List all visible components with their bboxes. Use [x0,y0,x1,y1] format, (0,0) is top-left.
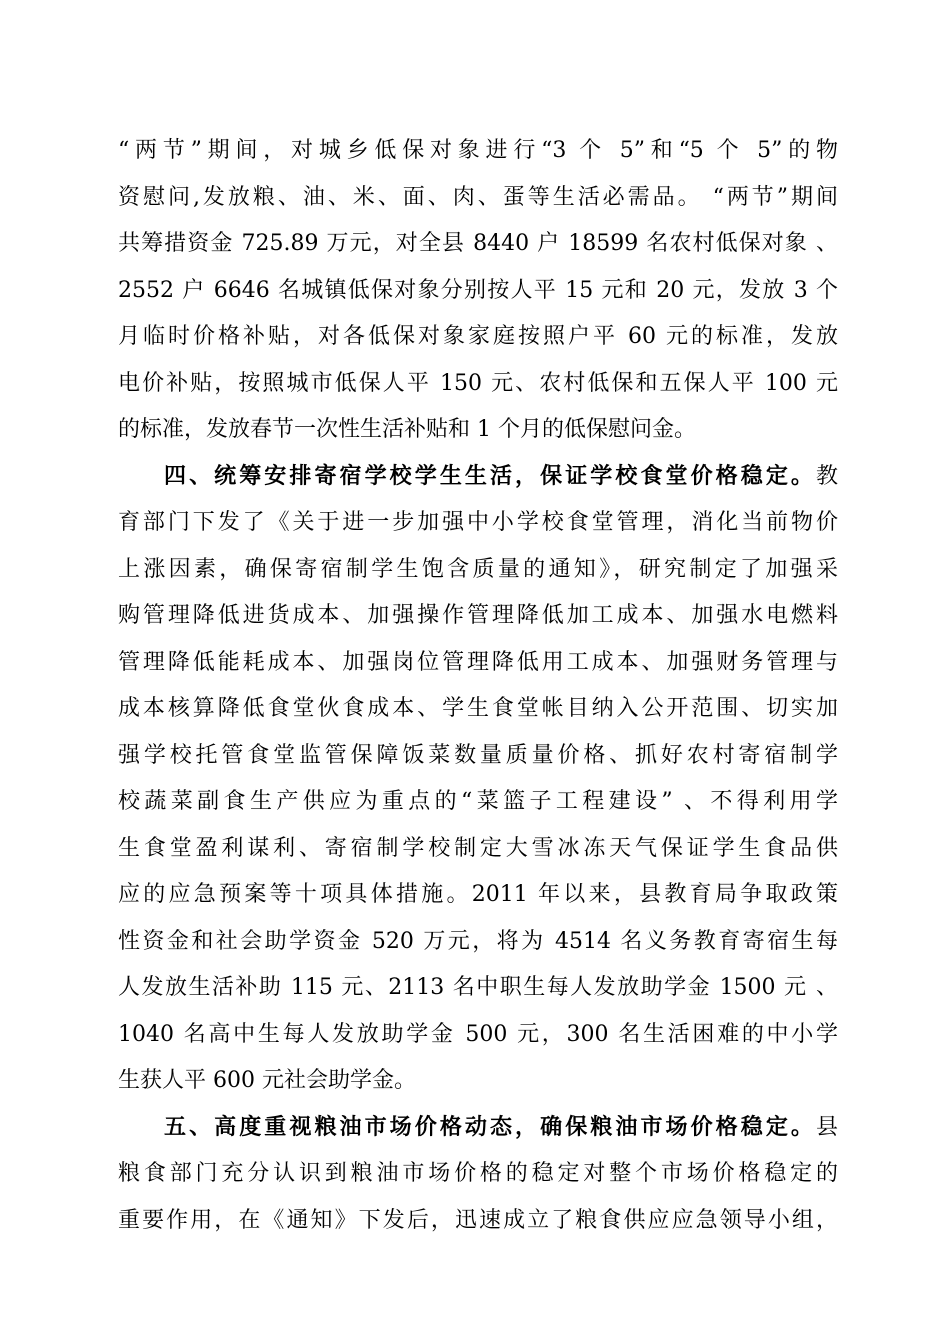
section-heading: 五、高度重视粮油市场价格动态，确保粮油市场价格稳定。 [164,1114,816,1140]
text-line: 应的应急预案等十项具体措施。2011 年以来，县教育局争取政策 [118,882,838,907]
text-line: 人发放生活补助 115 元、2113 名中职生每人发放助学金 1500 元 、 [118,975,838,1000]
text-line: 月临时价格补贴，对各低保对象家庭按照户平 60 元的标准，发放 [118,324,838,349]
text-line: 管理降低能耗成本、加强岗位管理降低用工成本、加强财务管理与 [118,649,838,675]
text-line: 重要作用，在《通知》下发后，迅速成立了粮食供应应急领导小组， [118,1207,838,1233]
text-line: “两节”期间，对城乡低保对象进行“3 个 5”和“5 个 5”的物 [118,138,838,163]
text-line: 强学校托管食堂监管保障饭菜数量质量价格、抓好农村寄宿制学 [118,742,838,768]
text-line: 2552 户 6646 名城镇低保对象分别按人平 15 元和 20 元，发放 3 个 [118,277,838,303]
paragraph-section-4 [118,454,838,1105]
paragraph-relief [118,128,838,454]
heading-line-tail: 县 [815,1114,838,1140]
text-line: 上涨因素，确保寄宿制学生饱含质量的通知》，研究制定了加强采 [118,556,838,582]
heading-line-tail: 教 [815,463,838,489]
text-line: 生获人平 600 元社会助学金。 [118,1068,416,1093]
text-line: 1040 名高中生每人发放助学金 500 元，300 名生活困难的中小学 [118,1021,838,1047]
text-line: 育部门下发了《关于进一步加强中小学校食堂管理，消化当前物价 [118,510,838,535]
text-line: 共筹措资金 725.89 万元，对全县 8440 户 18599 名农村低保对象 、 [118,231,838,256]
section-heading-line [118,454,838,501]
text-line: 性资金和社会助学资金 520 万元，将为 4514 名义务教育寄宿生每 [118,928,838,954]
text-line: 的标准，发放春节一次性生活补贴和 1 个月的低保慰问金。 [118,417,696,442]
document-page [118,128,838,1244]
text-line: 校蔬菜副食生产供应为重点的“菜篮子工程建设” 、不得利用学 [118,789,838,814]
text-line: 资慰问,发放粮、油、米、面、肉、蛋等生活必需品。 “两节”期间 [118,184,838,210]
section-heading: 四、统筹安排寄宿学校学生生活，保证学校食堂价格稳定。 [164,463,816,489]
section-heading-line [118,1105,838,1152]
text-line: 生食堂盈利谋利、寄宿制学校制定大雪冰冻天气保证学生食品供 [118,835,838,861]
text-line: 粮食部门充分认识到粮油市场价格的稳定对整个市场价格稳定的 [118,1161,838,1186]
paragraph-section-5 [118,1105,838,1245]
text-line: 成本核算降低食堂伙食成本、学生食堂帐目纳入公开范围、切实加 [118,696,838,721]
text-line: 电价补贴，按照城市低保人平 150 元、农村低保和五保人平 100 元 [118,370,838,396]
text-line: 购管理降低进货成本、加强操作管理降低加工成本、加强水电燃料 [118,603,838,628]
